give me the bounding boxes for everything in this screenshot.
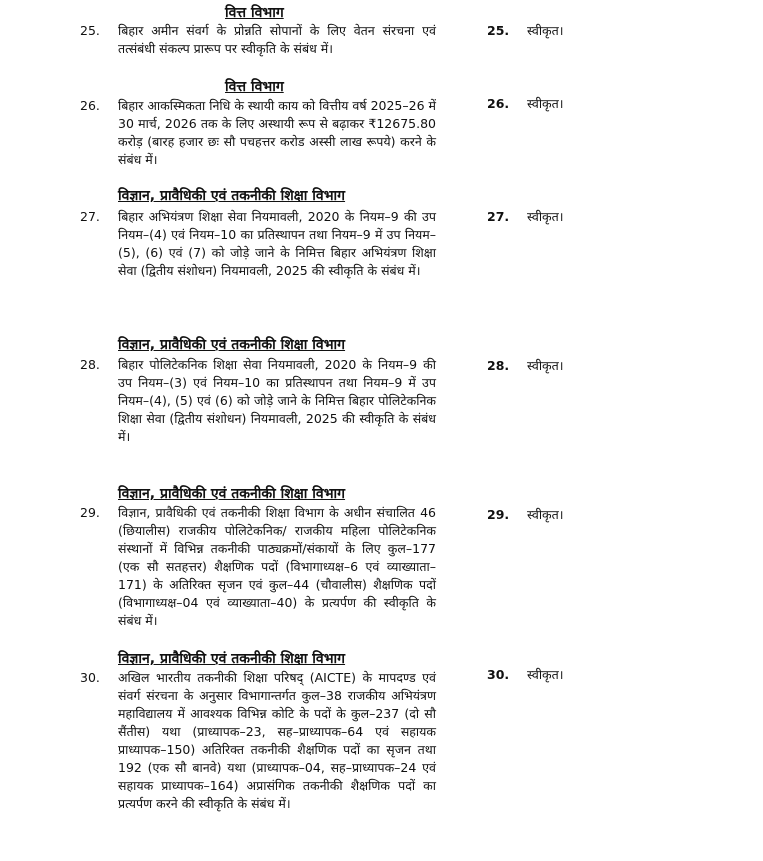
result-number: 30. (487, 667, 510, 682)
item-description: विज्ञान, प्रावैधिकी एवं तकनीकी शिक्षा विभाग के अधीन संचालित 46 (छियालीस) राजकीय पोलिटेकनिक/ राजकीय महिला पोलिटेकनिक संस्थानों में विभिन्न तकनीकी पाठ्यक्रमों/संकायों के लिए कुल–177 (एक सौ सतहत्तर) शैक्षणिक पदों (विभागाध्यक्ष–6 एवं व्याख्याता–171) के अतिरिक्त सृजन एवं कुल–44 (चौवालीस) शैक्षणिक पदों (विभागाध्यक्ष–04 एवं व्याख्याता–40) के प्रत्यर्पण की स्वीकृति के संबंध में। (118, 505, 436, 628)
status-text: स्वीकृत। (527, 358, 564, 373)
status-text: स्वीकृत। (527, 667, 564, 682)
item-number: 30. (80, 670, 100, 685)
department-heading: वित्त विभाग (225, 79, 284, 95)
status-text: स्वीकृत। (527, 507, 564, 522)
department-heading: विज्ञान, प्रावैधिकी एवं तकनीकी शिक्षा विभाग (118, 651, 346, 667)
status-text: स्वीकृत। (527, 96, 564, 111)
result-number: 25. (487, 23, 510, 38)
item-description: बिहार अभियंत्रण शिक्षा सेवा नियमावली, 2020 के नियम–9 की उप नियम–(4) एवं नियम–10 का प्रतिस्थापन तथा नियम–9 में उप नियम–(5), (6) एवं (7) को जोड़े जाने के निमित्त बिहार अभियंत्रण शिक्षा सेवा (द्वितीय संशोधन) नियमावली, 2025 की स्वीकृति के संबंध में। (118, 209, 436, 278)
status-text: स्वीकृत। (527, 23, 564, 38)
item-description: बिहार आकस्मिकता निधि के स्थायी काय को वित्तीय वर्ष 2025–26 में 30 मार्च, 2026 तक के लिए अस्थायी रूप से बढ़ाकर ₹12675.80 करोड़ (बारह हजार छः सौ पचहत्तर करोड अस्सी लाख रूपये) करने के संबंध में। (118, 98, 436, 167)
result-number: 29. (487, 507, 510, 522)
item-number: 28. (80, 357, 100, 372)
department-heading: विज्ञान, प्रावैधिकी एवं तकनीकी शिक्षा विभाग (118, 337, 346, 353)
result-number: 28. (487, 358, 510, 373)
item-number: 26. (80, 98, 100, 113)
item-number: 27. (80, 209, 100, 224)
department-heading: विज्ञान, प्रावैधिकी एवं तकनीकी शिक्षा विभाग (118, 188, 346, 204)
result-number: 27. (487, 209, 510, 224)
department-heading: विज्ञान, प्रावैधिकी एवं तकनीकी शिक्षा विभाग (118, 486, 346, 502)
item-number: 25. (80, 23, 100, 38)
item-description: बिहार अमीन संवर्ग के प्रोन्नति सोपानों के लिए वेतन संरचना एवं तत्संबंधी संकल्प प्रारूप पर स्वीकृति के संबंध में। (118, 23, 436, 56)
status-text: स्वीकृत। (527, 209, 564, 224)
item-description: अखिल भारतीय तकनीकी शिक्षा परिषद् (AICTE) के मापदण्ड एवं संवर्ग संरचना के अनुसार विभागान्तर्गत कुल–38 राजकीय अभियंत्रण महाविद्यालय में आवश्यक विभिन्न कोटि के पदों के कुल–237 (दो सौ सैंतीस) यथा (प्राध्यापक–23, सह–प्राध्यापक–64 एवं सहायक प्राध्यापक–150) अतिरिक्त तकनीकी शैक्षणिक पदों का सृजन तथा 192 (एक सौ बानवे) यथा (प्राध्यापक–04, सह–प्राध्यापक–24 एवं सहायक प्राध्यापक–164) अप्रासंगिक तकनीकी शैक्षणिक पदों का प्रत्यर्पण करने की स्वीकृति के संबंध में। (118, 670, 436, 811)
item-number: 29. (80, 505, 100, 520)
department-heading: वित्त विभाग (225, 5, 284, 21)
item-description: बिहार पोलिटेकनिक शिक्षा सेवा नियमावली, 2020 के नियम–9 की उप नियम–(3) एवं नियम–10 का प्रतिस्थापन तथा नियम–9 में उप नियम–(4), (5) एवं (6) को जोड़े जाने के निमित्त बिहार पोलिटेकनिक शिक्षा सेवा (द्वितीय संशोधन) नियमावली, 2025 की स्वीकृति के संबंध में। (118, 357, 436, 444)
result-number: 26. (487, 96, 510, 111)
